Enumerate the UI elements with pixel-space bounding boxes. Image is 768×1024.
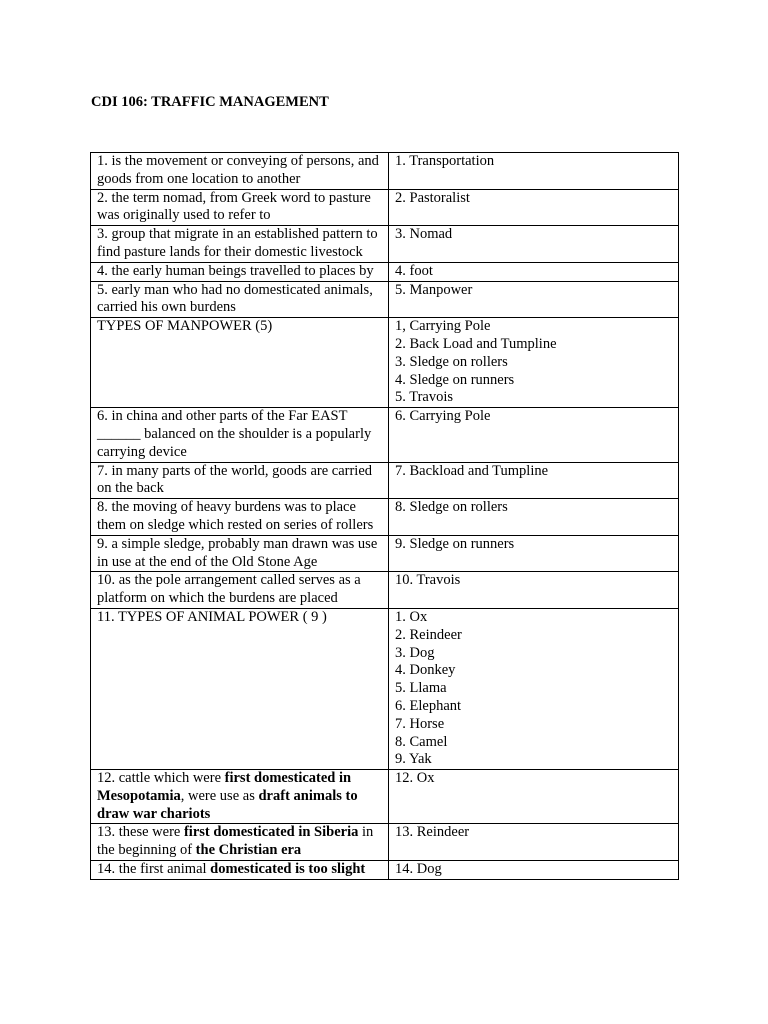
- question-text: 1. is the movement or conveying of persons, and goods from one location to another: [97, 153, 379, 187]
- question-text: 8. the moving of heavy burdens was to place them on sledge which rested on series of rollers: [97, 499, 374, 533]
- answer-cell: [389, 824, 679, 861]
- question-cell: [91, 189, 389, 226]
- answer-line: 10. Travois: [395, 572, 461, 589]
- answer-line: 1, Carrying Pole: [395, 318, 491, 335]
- question-cell: [91, 262, 389, 281]
- answer-line: 4. Sledge on runners: [395, 371, 515, 388]
- question-cell: [91, 318, 389, 408]
- document-title: CDI 106: TRAFFIC MANAGEMENT: [91, 94, 329, 110]
- question-text: 14. the first animal: [97, 861, 211, 878]
- table-row: [91, 608, 679, 769]
- question-text: 5. early man who had no domesticated animals, carried his own burdens: [97, 281, 373, 316]
- table-row: [91, 281, 679, 318]
- answer-cell: [389, 608, 679, 769]
- answer-line: 1. Ox: [395, 608, 428, 625]
- answer-line: 3. Nomad: [395, 226, 453, 243]
- answer-line: 5. Llama: [395, 680, 447, 697]
- answer-line: 6. Elephant: [395, 697, 462, 714]
- question-cell: [91, 608, 389, 769]
- table-row: [91, 499, 679, 536]
- question-cell: [91, 408, 389, 462]
- question-text: 10. as the pole arrangement called serves as a platform on which the burdens are placed: [97, 572, 361, 607]
- question-text: 11. TYPES OF ANIMAL POWER ( 9 ): [97, 608, 327, 625]
- answer-cell: [389, 318, 679, 408]
- table-row: [91, 861, 679, 880]
- answer-line: 3. Dog: [395, 644, 435, 661]
- answer-line: 8. Sledge on rollers: [395, 499, 508, 516]
- question-cell: [91, 824, 389, 861]
- answer-cell: [389, 226, 679, 263]
- answer-line: 7. Backload and Tumpline: [395, 462, 549, 479]
- answer-line: 2. Reindeer: [395, 626, 462, 643]
- table-row: [91, 770, 679, 824]
- question-cell: [91, 535, 389, 572]
- question-emphasis: first domesticated in Mesopotamia: [97, 770, 352, 804]
- table-row: [91, 153, 679, 190]
- question-cell: [91, 572, 389, 609]
- question-text: 12. cattle which were: [97, 770, 225, 787]
- answer-line: 7. Horse: [395, 715, 445, 732]
- question-emphasis: draft animals to draw war chariots: [97, 787, 358, 822]
- answer-line: 14. Dog: [395, 861, 442, 878]
- table-row: [91, 318, 679, 408]
- qa-table-body: [91, 153, 679, 880]
- question-emphasis: domesticated is too slight: [210, 861, 366, 878]
- answer-cell: [389, 572, 679, 609]
- table-row: [91, 824, 679, 861]
- answer-cell: [389, 281, 679, 318]
- question-text: 6. in china and other parts of the Far EAST ______ balanced on the shoulder is a popularly carrying device: [97, 408, 372, 460]
- question-cell: [91, 281, 389, 318]
- answer-line: 5. Manpower: [395, 281, 473, 298]
- question-text: TYPES OF MANPOWER (5): [97, 318, 273, 335]
- answer-line: 4. foot: [395, 262, 433, 279]
- answer-cell: [389, 189, 679, 226]
- table-row: [91, 462, 679, 499]
- question-text: in the beginning of: [97, 824, 374, 859]
- answer-line: 2. Back Load and Tumpline: [395, 335, 557, 352]
- answer-cell: [389, 262, 679, 281]
- answer-line: 9. Sledge on runners: [395, 535, 515, 552]
- answer-line: 3. Sledge on rollers: [395, 353, 508, 370]
- table-row: [91, 572, 679, 609]
- question-cell: [91, 861, 389, 880]
- question-text: 2. the term nomad, from Greek word to pasture was originally used to refer to: [97, 189, 371, 224]
- answer-line: 8. Camel: [395, 733, 448, 750]
- question-cell: [91, 462, 389, 499]
- table-row: [91, 535, 679, 572]
- table-row: [91, 226, 679, 263]
- answer-line: 12. Ox: [395, 770, 435, 787]
- table-row: [91, 408, 679, 462]
- question-emphasis: first domesticated in Siberia: [183, 824, 359, 841]
- answer-line: 5. Travois: [395, 389, 454, 406]
- table-row: [91, 262, 679, 281]
- question-text: 3. group that migrate in an established pattern to find pasture lands for their domestic livestock: [97, 226, 378, 260]
- answer-line: 9. Yak: [395, 751, 432, 768]
- answer-cell: [389, 861, 679, 880]
- question-text: 7. in many parts of the world, goods are carried on the back: [97, 462, 373, 497]
- question-cell: [91, 226, 389, 263]
- answer-cell: [389, 535, 679, 572]
- table-row: [91, 189, 679, 226]
- answer-cell: [389, 499, 679, 536]
- answer-line: 2. Pastoralist: [395, 189, 470, 206]
- question-cell: [91, 770, 389, 824]
- answer-cell: [389, 770, 679, 824]
- answer-cell: [389, 408, 679, 462]
- answer-line: 4. Donkey: [395, 662, 456, 679]
- question-cell: [91, 153, 389, 190]
- question-text: 4. the early human beings travelled to places by: [97, 262, 374, 279]
- question-text: 9. a simple sledge, probably man drawn was use in use at the end of the Old Stone Age: [97, 535, 378, 570]
- answer-cell: [389, 153, 679, 190]
- question-text: , were use as: [180, 787, 259, 804]
- answer-line: 6. Carrying Pole: [395, 408, 491, 425]
- question-cell: [91, 499, 389, 536]
- answer-line: 1. Transportation: [395, 153, 495, 169]
- qa-table: [90, 152, 679, 880]
- question-text: 13. these were: [97, 824, 184, 841]
- answer-cell: [389, 462, 679, 499]
- question-emphasis: the Christian era: [195, 842, 302, 859]
- answer-line: 13. Reindeer: [395, 824, 470, 841]
